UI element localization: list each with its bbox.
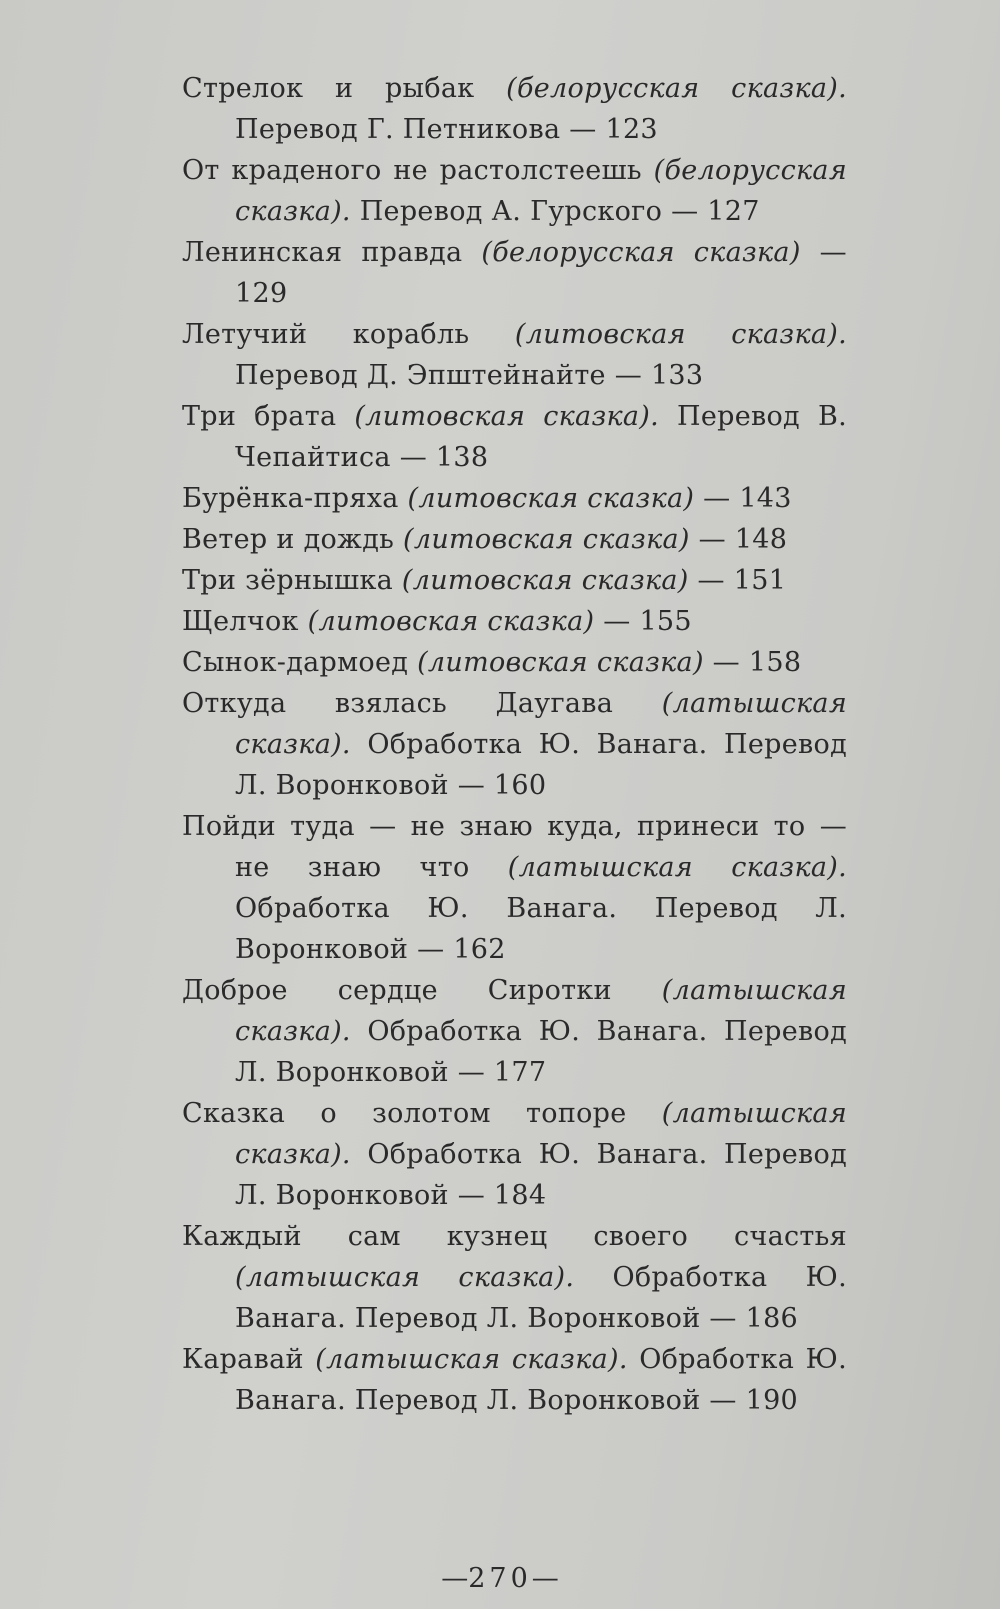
toc-entry-page: 133 [650,360,704,391]
toc-entry [182,970,847,1093]
toc-entry-title: Сынок-дармоед [182,647,409,678]
toc-entry-genre: (литовская сказка) [401,565,689,596]
toc-entry-genre: (белорусская сказка). [506,73,847,104]
toc-entry-genre: (латышская сказка). [507,852,847,883]
toc-entry-title: Три брата [182,401,337,432]
toc-entry-dash: — [399,442,427,473]
toc-entry-dash: — [417,934,445,965]
toc-entry-title: Ветер и дождь [182,524,395,555]
toc-entry-title: Ленинская правда [182,237,463,268]
page-number-dash-right: — [531,1563,559,1594]
toc-entry-title: От краденого не растолстеешь [182,155,642,186]
toc-entry-title: Доброе сердце Сиротки [182,975,612,1006]
toc-entry-title: Летучий корабль [182,319,470,350]
toc-entry-dash: — [698,524,726,555]
toc-entry [182,519,847,560]
table-of-contents [182,68,847,1421]
toc-entry [182,1339,847,1421]
toc-entry-page: 162 [453,934,506,965]
toc-entry [182,314,847,396]
toc-entry-note: Обработка Ю. Ванага. Перевод Л. Воронковой [235,1016,847,1088]
toc-entry-genre: (латышская сказка). [235,975,847,1047]
toc-entry-dash: — [703,483,731,514]
page-number-dash-left: — [441,1563,469,1594]
toc-entry-title: Бурёнка-пряха [182,483,399,514]
toc-entry-note: Обработка Ю. Ванага. Перевод Л. Воронковой [235,893,847,965]
page-number [0,1563,1000,1594]
toc-entry-genre: (латышская сказка). [235,688,847,760]
toc-entry-title: Каравай [182,1344,304,1375]
toc-entry-genre: (латышская сказка). [235,1098,847,1170]
page-number-value: 270 [468,1563,532,1594]
toc-entry-page: 138 [435,442,489,473]
toc-entry-note: Перевод А. Гурского [359,196,663,227]
toc-entry-dash: — [671,196,699,227]
toc-entry-title: Откуда взялась Даугава [182,688,614,719]
toc-entry-dash: — [457,770,486,801]
toc-entry [182,1093,847,1216]
toc-entry [182,1216,847,1339]
toc-entry-dash: — [709,1303,737,1334]
toc-entry-title: Каждый сам кузнец своего счастья [182,1221,847,1252]
toc-entry-genre: (белорусская сказка) [481,237,801,268]
toc-entry [182,396,847,478]
toc-entry-dash: — [712,647,740,678]
toc-entry-page: 184 [493,1180,547,1211]
toc-entry [182,642,847,683]
toc-entry-note: Перевод Д. Эпштейнайте [235,360,606,391]
toc-entry-page: 127 [707,196,760,227]
toc-entry-title: Стрелок и рыбак [182,73,475,104]
toc-entry [182,806,847,970]
toc-entry-page: 143 [739,483,792,514]
toc-entry-dash: — [697,565,725,596]
toc-entry [182,232,847,314]
toc-entry-genre: (латышская сказка). [315,1344,628,1375]
toc-entry-page: 129 [235,278,288,309]
toc-entry-genre: (литовская сказка). [514,319,847,350]
toc-entry-title: Сказка о золотом топоре [182,1098,627,1129]
toc-entry-title: Щелчок [182,606,299,637]
toc-entry [182,601,847,642]
toc-entry-genre: (белорусская сказка). [235,155,847,227]
toc-entry-page: 158 [748,647,802,678]
toc-entry-dash: — [603,606,631,637]
toc-entry-page: 186 [745,1303,799,1334]
toc-entry-genre: (литовская сказка) [307,606,595,637]
toc-entry-title: Пойди туда — не знаю куда, принеси то — не знаю что [182,811,847,883]
toc-entry-dash: — [819,237,847,268]
toc-entry-dash: — [709,1385,737,1416]
toc-entry-page: 151 [733,565,787,596]
toc-entry-genre: (литовская сказка) [403,524,690,555]
toc-entry-genre: (латышская сказка). [235,1262,575,1293]
toc-entry-note: Перевод Г. Петникова [235,114,561,145]
toc-entry-note: Обработка Ю. Ванага. Перевод Л. Воронковой [235,729,847,801]
toc-entry-dash: — [614,360,643,391]
toc-entry-page: 123 [605,114,658,145]
toc-entry-genre: (литовская сказка) [417,647,704,678]
toc-entry-page: 148 [734,524,788,555]
toc-entry [182,150,847,232]
toc-entry-dash: — [569,114,597,145]
toc-entry-title: Три зёрнышка [182,565,394,596]
toc-entry-dash: — [457,1180,486,1211]
toc-entry-dash: — [457,1057,486,1088]
toc-entry-note: Обработка Ю. Ванага. Перевод Л. Воронковой [235,1139,847,1211]
toc-entry-note: Обработка Ю. Ванага. Перевод Л. Воронковой [235,1262,847,1334]
toc-entry-note: Перевод В. Чепайтиса [235,401,847,473]
toc-entry-genre: (литовская сказка). [354,401,660,432]
toc-entry-page: 160 [493,770,547,801]
toc-entry-page: 155 [639,606,692,637]
toc-entry-note: Обработка Ю. Ванага. Перевод Л. Воронковой [235,1344,847,1416]
toc-entry-page: 177 [493,1057,547,1088]
toc-entry [182,683,847,806]
toc-entry [182,560,847,601]
toc-entry-page: 190 [745,1385,799,1416]
toc-entry [182,478,847,519]
toc-entry [182,68,847,150]
toc-entry-genre: (литовская сказка) [407,483,695,514]
